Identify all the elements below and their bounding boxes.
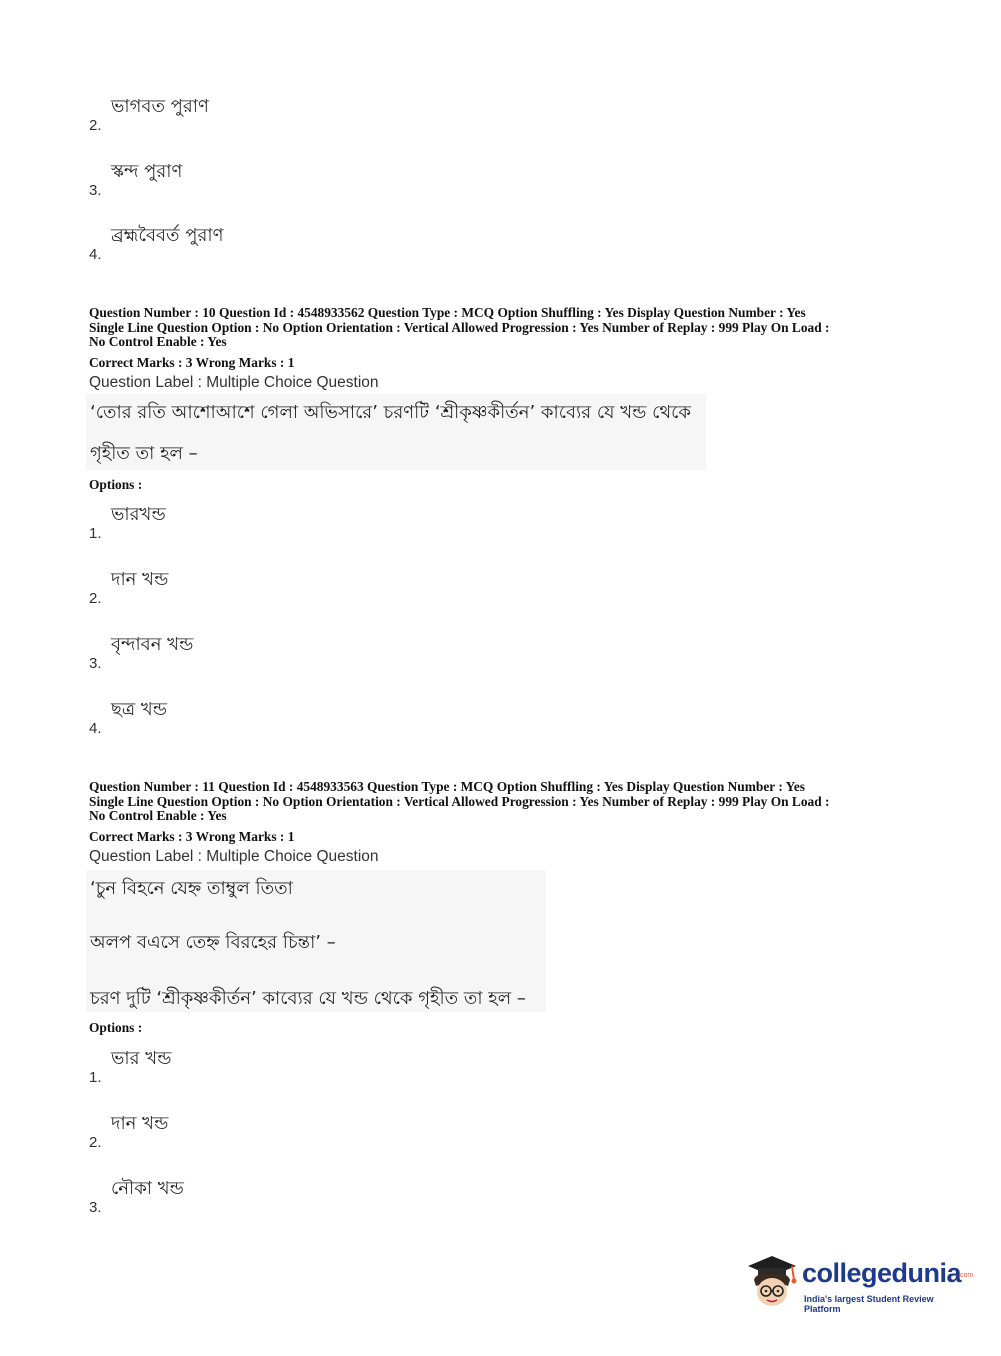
q11-options-heading: Options : [89, 1020, 143, 1035]
prev-option-3 [89, 157, 289, 199]
option-text: ভাগবত পুরাণ [111, 96, 209, 117]
option-text: দান খন্ড [111, 569, 169, 590]
meta-line: Single Line Question Option : No Option Orientation : Vertical Allowed Progression : Yes Number of Replay : 999 Play On Load : [89, 793, 830, 809]
q11-option-1 [89, 1044, 289, 1086]
q10-option-1 [89, 500, 289, 542]
student-mascot-icon [742, 1250, 800, 1312]
meta-line: No Control Enable : Yes [89, 334, 227, 349]
q11-option-2 [89, 1109, 289, 1151]
option-number: 4. [89, 246, 102, 263]
option-text: ভারখন্ড [111, 504, 166, 525]
collegedunia-logo [742, 1248, 972, 1318]
q11-option-3 [89, 1174, 289, 1216]
option-number: 3. [89, 182, 102, 199]
question-line: চরণ দুটি ‘শ্রীকৃষ্ণকীর্তন’ কাব্যের যে খন্ড থেকে গৃহীত তা হল – [90, 988, 526, 1009]
logo-tagline: India's largest Student Review Platform [804, 1294, 934, 1314]
question-line: অলপ বএসে তেহ্ন বিরহের চিন্তা’ – [90, 932, 336, 953]
q11-meta [89, 780, 919, 824]
q10-question-text [86, 394, 706, 470]
option-text: বৃন্দাবন খন্ড [111, 634, 194, 655]
question-line: ‘চুন বিহনে যেহ্ন তাম্বুল তিতা [90, 878, 293, 899]
option-number: 1. [89, 525, 102, 542]
option-text: ব্রহ্মবৈবর্ত পুরাণ [111, 225, 224, 246]
prev-option-2 [89, 92, 289, 134]
q11-marks: Correct Marks : 3 Wrong Marks : 1 [89, 829, 295, 844]
option-number: 2. [89, 117, 102, 134]
q10-option-2 [89, 565, 289, 607]
q10-option-3 [89, 630, 289, 672]
question-line: গৃহীত তা হল – [90, 443, 198, 464]
q11-question-text [86, 870, 546, 1012]
option-number: 1. [89, 1069, 102, 1086]
option-number: 3. [89, 655, 102, 672]
meta-line: Single Line Question Option : No Option Orientation : Vertical Allowed Progression : Yes Number of Replay : 999 Play On Load : [89, 319, 830, 335]
meta-line: Question Number : 10 Question Id : 4548933562 Question Type : MCQ Option Shuffling : Yes Display Question Number : Yes [89, 305, 806, 320]
q10-question-label: Question Label : Multiple Choice Question [89, 374, 379, 391]
q10-marks: Correct Marks : 3 Wrong Marks : 1 [89, 355, 295, 370]
logo-wordmark: collegedunia [802, 1258, 962, 1288]
prev-option-4 [89, 221, 289, 263]
meta-line: Question Number : 11 Question Id : 4548933563 Question Type : MCQ Option Shuffling : Yes Display Question Number : Yes [89, 779, 805, 794]
option-text: ভার খন্ড [111, 1048, 172, 1069]
q10-option-4 [89, 695, 289, 737]
logo-suffix: .com [958, 1272, 974, 1279]
option-number: 2. [89, 590, 102, 607]
option-number: 2. [89, 1134, 102, 1151]
q10-meta [89, 306, 919, 350]
option-number: 4. [89, 720, 102, 737]
option-text: দান খন্ড [111, 1113, 169, 1134]
question-line: ‘তোর রতি আশোআশে গেলা অভিসারে’ চরণটি ‘শ্রীকৃষ্ণকীর্তন’ কাব্যের যে খন্ড থেকে [90, 402, 691, 423]
meta-line: No Control Enable : Yes [89, 808, 227, 823]
option-number: 3. [89, 1199, 102, 1216]
option-text: স্কন্দ পুরাণ [111, 161, 183, 182]
q11-question-label: Question Label : Multiple Choice Question [89, 848, 379, 865]
option-text: ছত্র খন্ড [111, 699, 168, 720]
q10-options-heading: Options : [89, 477, 143, 492]
option-text: নৌকা খন্ড [111, 1178, 184, 1199]
